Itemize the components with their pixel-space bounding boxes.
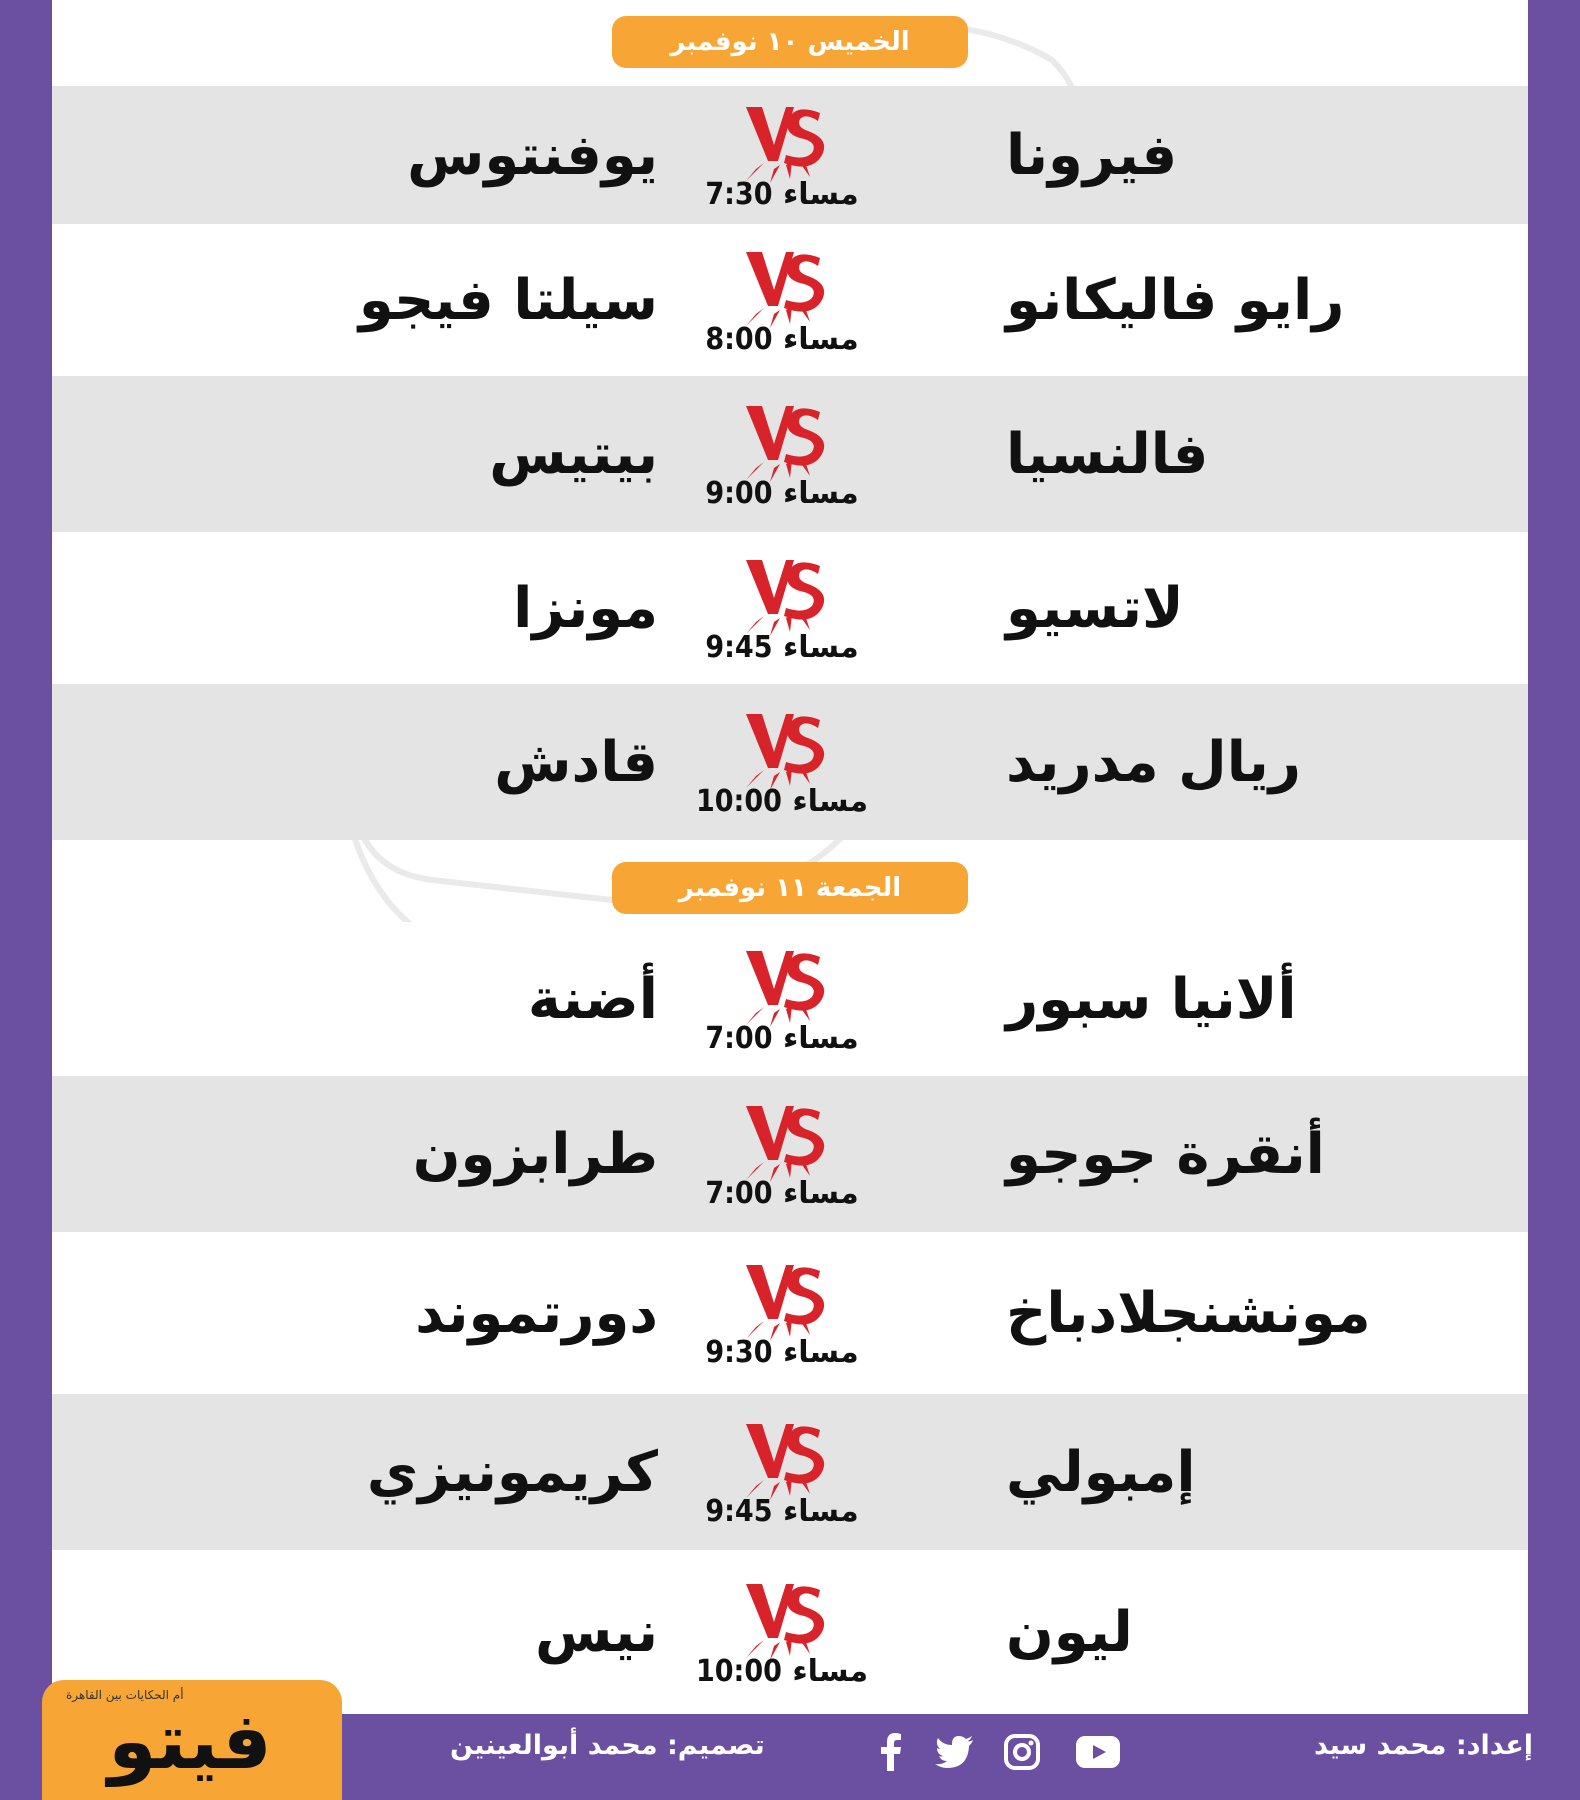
kickoff-clock: 9:45 (705, 629, 773, 665)
kickoff-clock: 10:00 (695, 783, 782, 819)
kickoff-time (705, 1335, 858, 1370)
home-team: ليون (1006, 1599, 1133, 1665)
kickoff-period: مساء (782, 1493, 859, 1529)
kickoff-time (705, 322, 858, 357)
kickoff-period: مساء (782, 1020, 859, 1056)
home-team: فالنسيا (1006, 421, 1209, 487)
vs-icon (734, 398, 830, 484)
kickoff-time (705, 177, 858, 212)
match-row (52, 922, 1528, 1076)
home-team: لاتسيو (1006, 575, 1184, 641)
designer-credit: تصميم: محمد أبوالعينين (450, 1730, 765, 1761)
match-center (702, 922, 862, 1076)
kickoff-time (705, 1021, 858, 1056)
away-team: أضنة (527, 966, 658, 1032)
match-row (52, 86, 1528, 224)
home-team: فيرونا (1006, 122, 1178, 188)
kickoff-period: مساء (782, 176, 859, 212)
kickoff-time (705, 476, 858, 511)
vs-icon (734, 1576, 830, 1662)
date-header-day-2: الجمعة ١١ نوفمبر (612, 862, 968, 914)
vs-icon (734, 1098, 830, 1184)
logo-tagline: أم الحكايات بين القاهرة (66, 1688, 184, 1702)
kickoff-period: مساء (792, 1653, 869, 1689)
match-row (52, 224, 1528, 376)
kickoff-time (705, 630, 858, 665)
vs-icon (734, 552, 830, 638)
away-team: سيلتا فيجو (358, 267, 658, 333)
away-team: يوفنتوس (407, 122, 658, 188)
author-credit: إعداد: محمد سيد (1314, 1730, 1534, 1761)
match-row (52, 532, 1528, 684)
kickoff-clock: 8:00 (705, 321, 773, 357)
match-center (702, 1394, 862, 1550)
kickoff-time (696, 784, 868, 819)
kickoff-period: مساء (782, 629, 859, 665)
match-center (702, 224, 862, 376)
site-logo[interactable]: فيتو (108, 1697, 272, 1787)
home-team: أنقرة جوجو (1006, 1121, 1325, 1187)
match-row (52, 684, 1528, 840)
date-header-day-1: الخميس ١٠ نوفمبر (612, 16, 968, 68)
match-center (702, 532, 862, 684)
vs-icon (734, 943, 830, 1029)
away-team: دورتموند (415, 1280, 658, 1346)
kickoff-clock: 7:00 (705, 1175, 773, 1211)
match-row (52, 376, 1528, 532)
kickoff-clock: 9:30 (705, 1334, 773, 1370)
twitter-icon[interactable] (932, 1730, 976, 1774)
match-center (695, 684, 869, 840)
match-center (702, 376, 862, 532)
kickoff-clock: 9:45 (705, 1493, 773, 1529)
kickoff-period: مساء (782, 1175, 859, 1211)
match-row (52, 1232, 1528, 1394)
match-center (695, 1550, 869, 1714)
vs-icon (734, 1257, 830, 1343)
kickoff-time (705, 1494, 858, 1529)
instagram-icon[interactable] (1000, 1730, 1044, 1774)
kickoff-clock: 7:00 (705, 1020, 773, 1056)
match-center (702, 1232, 862, 1394)
vs-icon (734, 244, 830, 330)
home-team: ريال مدريد (1006, 729, 1302, 795)
match-row (52, 1394, 1528, 1550)
kickoff-period: مساء (782, 321, 859, 357)
kickoff-period: مساء (782, 475, 859, 511)
vs-icon (734, 706, 830, 792)
home-team: إمبولي (1006, 1439, 1196, 1505)
kickoff-period: مساء (792, 783, 869, 819)
facebook-icon[interactable] (868, 1730, 912, 1774)
away-team: نيس (534, 1599, 658, 1665)
vs-icon (734, 1416, 830, 1502)
home-team: ألانيا سبور (1006, 966, 1297, 1032)
kickoff-clock: 7:30 (705, 176, 773, 212)
youtube-icon[interactable] (1076, 1730, 1120, 1774)
home-team: مونشنجلادباخ (1006, 1280, 1371, 1346)
match-center (702, 86, 862, 224)
kickoff-period: مساء (782, 1334, 859, 1370)
away-team: قادش (494, 729, 658, 795)
vs-icon (734, 99, 830, 185)
away-team: طرابزون (412, 1121, 658, 1187)
kickoff-time (705, 1176, 858, 1211)
kickoff-clock: 10:00 (695, 1653, 782, 1689)
away-team: بيتيس (489, 421, 658, 487)
home-team: رايو فاليكانو (1006, 267, 1345, 333)
kickoff-time (696, 1654, 868, 1689)
match-center (702, 1076, 862, 1232)
away-team: كريمونيزي (366, 1439, 658, 1505)
kickoff-clock: 9:00 (705, 475, 773, 511)
away-team: مونزا (513, 575, 658, 641)
match-row (52, 1076, 1528, 1232)
